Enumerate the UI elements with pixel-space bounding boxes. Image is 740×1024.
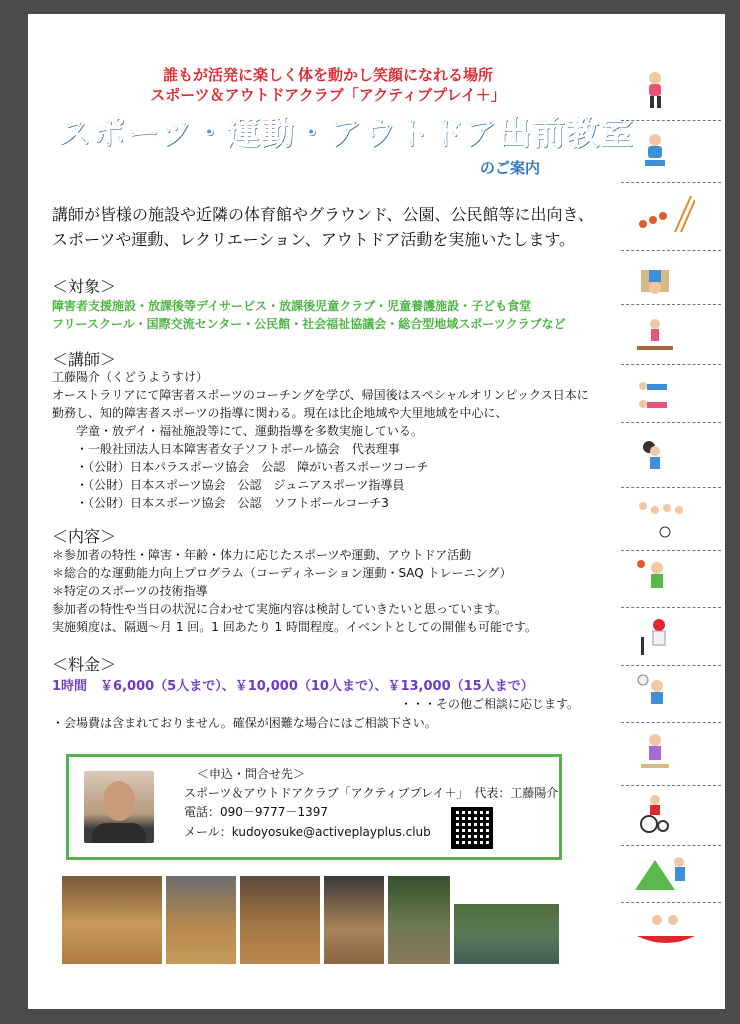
flyer-page	[28, 14, 725, 1009]
content-item: ＊総合的な運動能力向上プログラム（コーディネーション運動・SAQ トレーニング）	[52, 566, 512, 580]
dashed-divider	[621, 785, 721, 786]
tagline-1: 誰もが活発に楽しく体を動かし笑顔になれる場所	[162, 66, 493, 84]
river-photo	[454, 904, 559, 964]
target-heading: ＜対象＞	[52, 277, 117, 296]
fee-other: ・・・その他ご相談に応じます。	[400, 697, 580, 711]
content-item: ＊特定のスポーツの技術指導	[52, 584, 208, 598]
standing-girl-icon	[635, 732, 675, 772]
dashed-divider	[621, 902, 721, 903]
contact-phone[interactable]: 電話：090－9777－1397	[184, 805, 328, 819]
crawling-kids-icon	[635, 376, 675, 416]
instructor-name: 工藤陽介（くどうようすけ）	[52, 370, 209, 384]
forest-photo	[388, 876, 450, 964]
qualification: ・（公財）日本パラスポーツ協会 公認 障がい者スポーツコーチ	[76, 460, 429, 474]
fee-note: ・会場費は含まれておりません。確保が困難な場合にはご相談下さい。	[52, 716, 437, 730]
ball-throw-icon	[635, 437, 675, 477]
contact-heading: ＜申込・問合せ先＞	[197, 767, 306, 781]
dashed-divider	[621, 304, 721, 305]
target-line: フリースクール・国際交流センター・公民館・社会福祉協議会・総合型地域スポーツクラブなど	[52, 317, 566, 331]
dashed-divider	[621, 182, 721, 183]
qualification: ・（公財）日本スポーツ協会 公認 ソフトボールコーチ3	[76, 496, 389, 510]
dashed-divider	[621, 607, 721, 608]
dashed-divider	[621, 120, 721, 121]
instructor-bio: 勤務し、知的障害者スポーツの指導に関わる。現在は比企地域や大里地域を中心に、	[52, 406, 508, 420]
squatting-boy-icon	[635, 132, 675, 172]
hiking-icon	[635, 852, 691, 892]
gym-photo	[62, 876, 162, 964]
table-tennis-icon	[635, 558, 675, 598]
content-note: 参加者の特性や当日の状況に合わせて実施内容は検討していきたいと思っています。	[52, 602, 508, 616]
face-shape	[103, 781, 135, 821]
qualification: ・一般社団法人日本障害者女子ソフトボール協会 代表理事	[76, 442, 400, 456]
page-title: スポーツ・運動・アウトドア出前教室	[58, 113, 634, 152]
dashed-divider	[621, 845, 721, 846]
wheelchair-athlete-icon	[635, 794, 675, 834]
content-heading: ＜内容＞	[52, 527, 117, 546]
sports-illustrations	[613, 62, 723, 952]
contact-org: スポーツ＆アウトドアクラブ「アクティブプレイ＋」 代表：工藤陽介	[184, 786, 559, 800]
gym-photo	[324, 876, 384, 964]
dashed-divider	[621, 364, 721, 365]
balance-beam-icon	[635, 318, 675, 358]
shirt-shape	[92, 823, 146, 843]
dashed-divider	[621, 550, 721, 551]
target-line: 障害者支援施設・放課後等デイサービス・放課後児童クラブ・児童養護施設・子ども食堂	[52, 299, 532, 313]
instructor-heading: ＜講師＞	[52, 350, 117, 369]
dashed-divider	[621, 665, 721, 666]
gym-photo	[240, 876, 320, 964]
qr-code-icon[interactable]	[451, 807, 493, 849]
qualification: ・（公財）日本スポーツ協会 公認 ジュニアスポーツ指導員	[76, 478, 405, 492]
dashed-divider	[621, 722, 721, 723]
instructor-bio: オーストラリアにて障害者スポーツのコーチングを学び、帰国後はスペシャルオリンピックス日本に	[52, 388, 589, 402]
content-note: 実施頻度は、隔週～月 1 回。1 回あたり 1 時間程度。イベントとしての開催も可能です。	[52, 620, 538, 634]
photo-strip	[62, 876, 562, 966]
intro-line: スポーツや運動、レクリエーション、アウトドア活動を実施いたします。	[52, 230, 576, 249]
page-subtitle: のご案内	[480, 159, 541, 177]
instructor-bio: 学童・放デイ・福祉施設等にて、運動指導を多数実施している。	[76, 424, 423, 438]
content-item: ＊参加者の特性・障害・年齢・体力に応じたスポーツや運動、アウトドア活動	[52, 548, 472, 562]
fee-prices: 1時間 ￥6,000（5人まで）、￥10,000（10人まで）、￥13,000（15人まで）	[52, 679, 534, 694]
batting-icon	[635, 617, 675, 657]
dashed-divider	[621, 487, 721, 488]
intro-text	[52, 202, 612, 252]
agility-ladder-icon	[635, 194, 695, 234]
group-kids-icon	[635, 498, 691, 538]
contact-box	[66, 754, 562, 860]
runner-girl-icon	[635, 70, 675, 110]
gym-photo	[166, 876, 236, 964]
dashed-divider	[621, 422, 721, 423]
canoe-icon	[635, 910, 697, 950]
volleyball-icon	[635, 674, 675, 714]
handstand-kid-icon	[635, 260, 675, 300]
intro-line: 講師が皆様の施設や近隣の体育館やグラウンド、公園、公民館等に出向き、	[52, 205, 594, 224]
dashed-divider	[621, 250, 721, 251]
instructor-photo	[84, 771, 154, 843]
tagline-2: スポーツ＆アウトドアクラブ「アクティブプレイ＋」	[150, 86, 506, 104]
fee-heading: ＜料金＞	[52, 655, 117, 674]
contact-email[interactable]: メール：kudoyosuke@activeplayplus.club	[184, 825, 431, 839]
